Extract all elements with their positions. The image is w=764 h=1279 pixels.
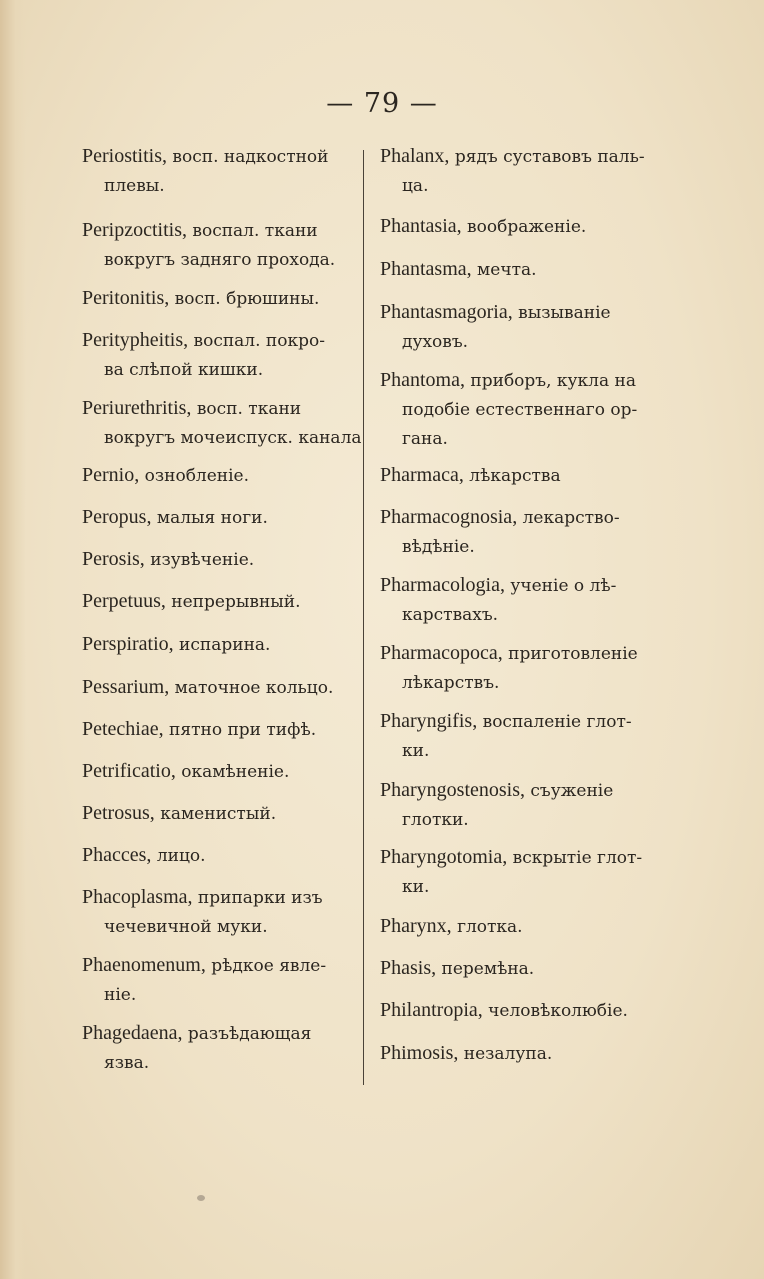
entry-term: Petrosus, <box>82 802 155 824</box>
entry-definition: незалупа. <box>458 1044 553 1064</box>
dictionary-entry <box>82 715 350 745</box>
entry-definition: глотка. <box>451 917 523 937</box>
entry-definition: съуженіе <box>525 781 614 801</box>
dictionary-entry <box>82 1019 350 1078</box>
entry-continuation: глотки. <box>402 810 469 830</box>
entry-term: Petechiae, <box>82 718 164 740</box>
dictionary-entry <box>380 366 648 454</box>
entry-definition: припарки изъ <box>192 888 323 908</box>
dictionary-entry <box>380 298 648 357</box>
dictionary-entry <box>380 954 648 984</box>
entry-continuation: вѣдѣніе. <box>402 537 475 557</box>
entry-term: Pernio, <box>82 464 140 486</box>
entry-term: Phacces, <box>82 844 152 866</box>
entry-term: Perspiratio, <box>82 633 174 655</box>
entry-term: Peritypheitis, <box>82 329 189 351</box>
entry-definition: восп. брюшины. <box>169 289 320 309</box>
entry-term: Periostitis, <box>82 145 168 167</box>
entry-term: Pharmacognosia, <box>380 506 518 528</box>
entry-continuation: вокругъ задняго прохода. <box>104 250 336 270</box>
dictionary-entry <box>82 587 350 617</box>
entry-term: Phacoplasma, <box>82 886 193 908</box>
entry-definition: пятно при тифѣ. <box>163 720 317 740</box>
entry-definition: мечта. <box>471 260 537 280</box>
dictionary-entry <box>82 841 350 871</box>
entry-term: Petrificatio, <box>82 760 176 782</box>
entry-definition: человѣколюбіе. <box>482 1001 628 1021</box>
entry-continuation: чечевичной муки. <box>104 917 268 937</box>
entry-term: Perosis, <box>82 548 145 570</box>
entry-definition: вскрытіе глот- <box>507 848 643 868</box>
entry-definition: малыя ноги. <box>151 508 268 528</box>
dictionary-entry <box>82 503 350 533</box>
entry-continuation: подобіе естественнаго ор- <box>402 400 638 420</box>
entry-continuation: ки. <box>402 741 430 761</box>
entry-term: Phantasma, <box>380 258 472 280</box>
entry-definition: ознобленіе. <box>139 466 250 486</box>
entry-definition: воспал. покро- <box>188 331 325 351</box>
entry-definition: окамѣненіе. <box>175 762 290 782</box>
entry-definition: воспал. ткани <box>186 221 318 241</box>
entry-continuation: гана. <box>402 429 448 449</box>
dictionary-entry <box>82 326 350 385</box>
entry-continuation: лѣкарствъ. <box>402 673 500 693</box>
entry-term: Pharmacologia, <box>380 574 505 596</box>
entry-term: Pharyngifis, <box>380 710 478 732</box>
entry-term: Philantropia, <box>380 999 483 1021</box>
entry-term: Phalanx, <box>380 145 450 167</box>
entry-continuation: ки. <box>402 877 430 897</box>
dictionary-entry <box>82 461 350 491</box>
entry-definition: воспаленіе глот- <box>477 712 632 732</box>
entry-continuation: карствахъ. <box>402 605 499 625</box>
entry-term: Periurethritis, <box>82 397 192 419</box>
entry-term: Perpetuus, <box>82 590 166 612</box>
entry-continuation: ва слѣпой кишки. <box>104 360 264 380</box>
entry-term: Pharynx, <box>380 915 452 937</box>
entry-term: Peropus, <box>82 506 152 528</box>
entry-definition: лицо. <box>151 846 206 866</box>
dictionary-entry <box>380 776 648 835</box>
column-divider <box>363 150 364 1085</box>
dictionary-entry <box>380 707 648 766</box>
dictionary-entry <box>82 883 350 942</box>
entry-continuation: язва. <box>104 1053 150 1073</box>
entry-continuation: ніе. <box>104 985 137 1005</box>
entry-definition: каменистый. <box>154 804 277 824</box>
page-gutter-shadow <box>0 0 26 1279</box>
entry-term: Phaenomenum, <box>82 954 206 976</box>
entry-term: Phagedaena, <box>82 1022 183 1044</box>
dictionary-entry <box>380 996 648 1026</box>
entry-definition: восп. надкостной <box>167 147 329 167</box>
entry-term: Phasis, <box>380 957 437 979</box>
entry-definition: маточное кольцо. <box>169 678 334 698</box>
entry-term: Peritonitis, <box>82 287 170 309</box>
entry-continuation: плевы. <box>104 176 165 196</box>
dictionary-entry <box>82 216 350 275</box>
entry-term: Pharmaca, <box>380 464 464 486</box>
dictionary-entry <box>380 639 648 698</box>
entry-definition: испарина. <box>173 635 271 655</box>
entry-definition: ученіе о лѣ- <box>504 576 617 596</box>
entry-definition: лѣкарства <box>463 466 561 486</box>
entry-term: Pessarium, <box>82 676 170 698</box>
entry-definition: воображеніе. <box>461 217 587 237</box>
dictionary-entry <box>380 1039 648 1069</box>
entry-term: Pharyngostenosis, <box>380 779 525 801</box>
entry-definition: перемѣна. <box>436 959 535 979</box>
page-number: — 79 — <box>326 88 438 119</box>
entry-definition: рядъ суставовъ паль- <box>449 147 645 167</box>
dictionary-entry <box>380 461 648 491</box>
dictionary-entry <box>380 503 648 562</box>
paper-speck <box>197 1195 205 1201</box>
dictionary-entry <box>380 571 648 630</box>
entry-continuation: ца. <box>402 176 429 196</box>
dictionary-entry <box>380 142 648 201</box>
entry-term: Phantoma, <box>380 369 465 391</box>
entry-term: Perірzoctitis, <box>82 219 187 241</box>
entry-definition: приготовленіе <box>502 644 638 664</box>
entry-term: Phantasia, <box>380 215 462 237</box>
entry-definition: восп. ткани <box>191 399 302 419</box>
entry-definition: рѣдкое явле- <box>205 956 327 976</box>
dictionary-entry <box>380 843 648 902</box>
entry-definition: изувѣченіе. <box>144 550 255 570</box>
entry-definition: лекарство- <box>517 508 620 528</box>
dictionary-entry <box>82 673 350 703</box>
entry-term: Phimosis, <box>380 1042 459 1064</box>
dictionary-entry <box>82 142 350 201</box>
dictionary-entry <box>82 284 350 314</box>
entry-definition: разъѣдающая <box>182 1024 312 1044</box>
entry-continuation: духовъ. <box>402 332 469 352</box>
dictionary-entry <box>380 212 648 242</box>
entry-definition: вызываніе <box>512 303 611 323</box>
dictionary-entry <box>380 912 648 942</box>
dictionary-entry <box>82 545 350 575</box>
entry-term: Phantasmagoria, <box>380 301 513 323</box>
dictionary-entry <box>82 951 350 1010</box>
entry-term: Pharyngotomia, <box>380 846 508 868</box>
dictionary-entry <box>82 757 350 787</box>
dictionary-entry <box>82 799 350 829</box>
entry-term: Pharmacopoca, <box>380 642 503 664</box>
entry-continuation: вокругъ мочеиспуск. канала <box>104 428 362 448</box>
entry-definition: непрерывный. <box>165 592 301 612</box>
dictionary-entry <box>82 394 362 453</box>
dictionary-entry <box>82 630 350 660</box>
entry-definition: приборъ, кукла на <box>465 371 636 391</box>
dictionary-entry <box>380 255 648 285</box>
